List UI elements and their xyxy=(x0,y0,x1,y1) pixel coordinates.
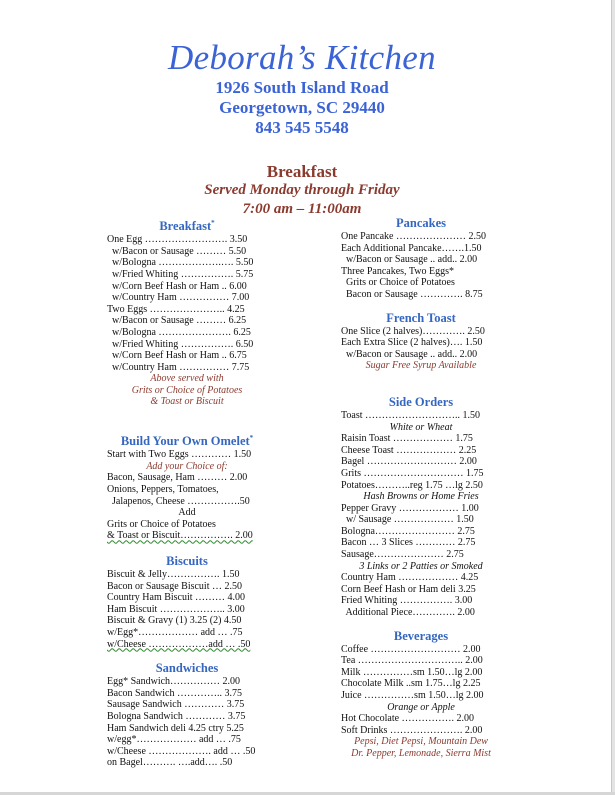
menu-item: Start with Two Eggs ………… 1.50 xyxy=(107,449,252,461)
menu-item: w/Bacon or Sausage ……… 5.50 xyxy=(107,245,247,257)
breakfast-note: Grits or Choice of Potatoes xyxy=(131,384,243,396)
menu-note: White or Wheat xyxy=(389,421,453,433)
breakfast-section-title: Breakfast xyxy=(159,219,212,234)
right-column xyxy=(341,216,501,760)
menu-item: Two Eggs ………………….. 4.25 xyxy=(107,303,245,315)
menu-item: Sausage Sandwich ………… 3.75 xyxy=(107,699,245,711)
menu-item: Bacon or Sausage …………. 8.75 xyxy=(341,288,483,300)
served-days: Served Monday through Friday xyxy=(204,182,400,198)
phone-number: 843 545 5548 xyxy=(255,118,349,137)
menu-item: Juice ……………sm 1.50…lg 2.00 xyxy=(341,690,484,701)
menu-item: Jalapenos, Cheese …………….50 xyxy=(107,495,250,507)
menu-item: on Bagel………. ….add…. .50 xyxy=(107,757,233,769)
sandwiches-section-title: Sandwiches xyxy=(155,661,219,676)
street-address: 1926 South Island Road xyxy=(215,78,389,97)
menu-item: Egg* Sandwich…………… 2.00 xyxy=(107,676,241,688)
breakfast-note: Above served with xyxy=(150,373,224,385)
section-sandwiches-heading xyxy=(107,661,267,676)
menu-item: Grits ………………………… 1.75 xyxy=(341,467,484,479)
section-biscuits-heading xyxy=(107,554,267,569)
menu-item: Bacon Sandwich ………….. 3.75 xyxy=(107,687,242,699)
menu-item: Bologna…………………… 2.75 xyxy=(341,525,475,537)
menu-item: One Pancake ………………… 2.50 xyxy=(341,231,486,242)
menu-item: Three Pancakes, Two Eggs* xyxy=(341,265,454,277)
omelet-section-title: Build Your Own Omelet xyxy=(120,434,250,449)
menu-item: w/Bologna …………………. 6.25 xyxy=(107,326,251,338)
menu-item: Hot Chocolate ……………. 2.00 xyxy=(341,713,475,725)
menu-item: w/Egg*……………… add … .75 xyxy=(107,626,243,638)
menu-item: Toast ……………………….. 1.50 xyxy=(341,409,481,421)
menu-item: w/Cheese ………………add … .50 xyxy=(107,638,251,650)
menu-item: Potatoes………..reg 1.75 …lg 2.50 xyxy=(341,479,483,491)
section-beverages-heading xyxy=(341,629,501,644)
menu-item: Grits or Choice of Potatoes xyxy=(107,518,216,530)
menu-item: One Egg ……………………. 3.50 xyxy=(107,234,248,246)
biscuits-section-title: Biscuits xyxy=(166,553,208,568)
menu-item: Grits or Choice of Potatoes xyxy=(341,277,455,289)
menu-item: Soft Drinks …………………. 2.00 xyxy=(341,724,483,736)
menu-item: Onions, Peppers, Tomatoes, xyxy=(107,484,219,495)
side-orders-section-title: Side Orders xyxy=(388,394,454,409)
restaurant-header xyxy=(0,38,604,138)
menu-item: Each Extra Slice (2 halves)…. 1.50 xyxy=(341,337,483,349)
menu-item: w/Corn Beef Hash or Ham .. 6.75 xyxy=(107,350,247,362)
breakfast-title: Breakfast xyxy=(266,162,338,181)
menu-item: w/Country Ham …………… 7.75 xyxy=(107,361,250,373)
menu-item: Bacon or Sausage Biscuit … 2.50 xyxy=(107,580,242,592)
menu-item: Tea ………………………….. 2.00 xyxy=(341,655,483,667)
soft-drinks-note: Pepsi, Diet Pepsi, Mountain Dew xyxy=(354,736,488,748)
menu-item: w/ Sausage ……………… 1.50 xyxy=(341,514,474,526)
menu-item: w/Bacon or Sausage .. add.. 2.00 xyxy=(341,348,478,360)
egg-marker: * xyxy=(211,219,215,227)
menu-item: Milk ……………sm 1.50…lg 2.00 xyxy=(341,666,483,678)
section-french-toast-heading xyxy=(341,311,501,326)
menu-item: Pepper Gravy ……………… 1.00 xyxy=(341,502,479,514)
pancakes-section-title: Pancakes xyxy=(396,216,446,230)
soft-drinks-note: Dr. Pepper, Lemonade, Sierra Mist xyxy=(351,747,491,759)
section-pancakes-heading xyxy=(341,216,501,231)
syrup-note: Sugar Free Syrup Available xyxy=(365,360,477,372)
menu-item: Biscuit & Gravy (1) 3.25 (2) 4.50 xyxy=(107,615,242,627)
menu-item: w/Fried Whiting ……………. 6.50 xyxy=(107,338,254,350)
menu-item: w/Cheese ………………. add … .50 xyxy=(107,745,256,757)
menu-item: Sausage………………… 2.75 xyxy=(341,549,464,561)
menu-item: Fried Whiting ……………. 3.00 xyxy=(341,595,473,607)
menu-item: Raisin Toast ……………… 1.75 xyxy=(341,433,473,445)
menu-item: Country Ham Biscuit ……… 4.00 xyxy=(107,592,246,604)
window-edge-right xyxy=(611,0,615,795)
left-column xyxy=(107,216,267,769)
menu-item: Add xyxy=(178,507,196,519)
egg-marker: * xyxy=(249,434,254,443)
menu-item: Each Additional Pancake…….1.50 xyxy=(341,242,482,254)
menu-item: Coffee ……………………… 2.00 xyxy=(341,643,481,655)
menu-item: Ham Sandwich deli 4.25 ctry 5.25 xyxy=(107,722,244,734)
menu-item: w/Bologna ……………….…. 5.50 xyxy=(107,257,254,269)
menu-item: Bologna Sandwich ………… 3.75 xyxy=(107,710,246,722)
french-toast-section-title: French Toast xyxy=(386,310,456,325)
side-orders-list xyxy=(341,410,501,619)
menu-item: Additional Piece…………. 2.00 xyxy=(341,607,475,619)
menu-item: w/egg*……………… add … .75 xyxy=(107,734,241,746)
menu-item: Bagel ……………………… 2.00 xyxy=(341,456,477,468)
breakfast-note: & Toast or Biscuit xyxy=(150,396,224,408)
section-breakfast-heading xyxy=(107,216,267,234)
menu-item: Bacon … 3 Slices ………… 2.75 xyxy=(341,537,476,549)
menu-item: Corn Beef Hash or Ham deli 3.25 xyxy=(341,583,476,595)
menu-item: Ham Biscuit ……………….. 3.00 xyxy=(107,603,245,615)
beverages-section-title: Beverages xyxy=(393,628,449,643)
section-omelet-heading xyxy=(107,431,267,449)
section-side-orders-heading xyxy=(341,395,501,410)
omelet-choice-note: Add your Choice of: xyxy=(146,460,228,472)
menu-item: Country Ham ……………… 4.25 xyxy=(341,572,479,584)
menu-item: Chocolate Milk ..sm 1.75…lg 2.25 xyxy=(341,678,481,690)
menu-item: w/Country Ham …………… 7.00 xyxy=(107,292,250,304)
menu-item: & Toast or Biscuit……………. 2.00 xyxy=(107,530,253,542)
menu-note: 3 Links or 2 Patties or Smoked xyxy=(359,560,483,572)
menu-item: Bacon, Sausage, Ham ……… 2.00 xyxy=(107,472,248,484)
menu-item: w/Bacon or Sausage .. add.. 2.00 xyxy=(341,254,478,266)
breakfast-items xyxy=(107,234,267,373)
menu-item: w/Fried Whiting ……………. 5.75 xyxy=(107,268,254,280)
juice-note: Orange or Apple xyxy=(387,701,455,713)
menu-item: Biscuit & Jelly……………. 1.50 xyxy=(107,568,240,580)
served-hours: 7:00 am – 11:00am xyxy=(242,201,362,217)
city-state-zip: Georgetown, SC 29440 xyxy=(219,98,385,117)
menu-item: w/Bacon or Sausage ……… 6.25 xyxy=(107,315,247,327)
menu-item: Cheese Toast ……………… 2.25 xyxy=(341,444,477,456)
menu-item: One Slice (2 halves)…………. 2.50 xyxy=(341,325,485,337)
menu-item: w/Corn Beef Hash or Ham .. 6.00 xyxy=(107,280,247,292)
restaurant-name: Deborah’s Kitchen xyxy=(168,38,436,77)
menu-note: Hash Browns or Home Fries xyxy=(363,491,479,503)
